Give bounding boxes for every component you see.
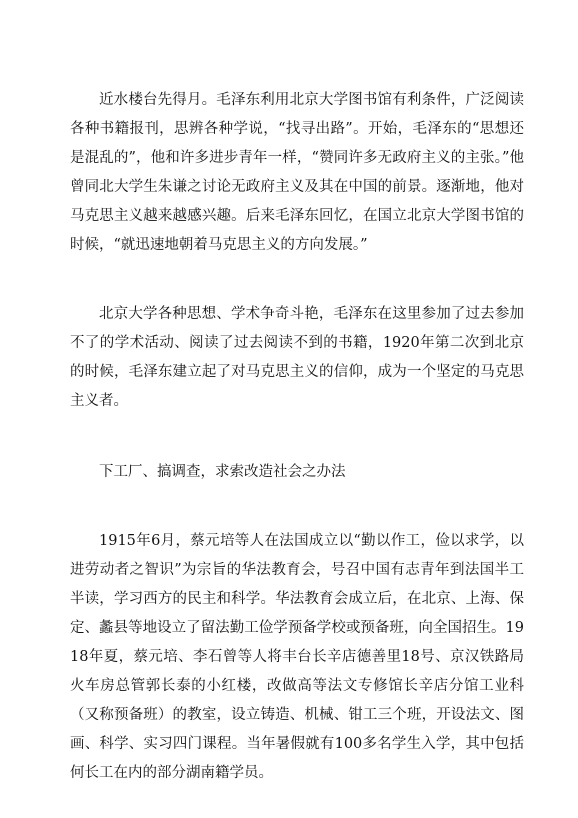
paragraph-work-study-program: 1915年6月，蔡元培等人在法国成立以“勤以作工，俭以求学，以进劳动者之智识”为宗旨的华法教育会，号召中国有志青年到法国半工半读，学习西方的民主和科学。华法教育会成立后，在北京、上海、保定、蠡县等地设立了留法勤工俭学预备学校或预备班，向全国招生。1918年夏，蔡元培、李石曾等人将丰台长辛店德善里18号、京汉铁路局火车房总管郭长泰的小红楼，改做高等法文专修馆长辛店分馆工业科（又称预备班）的教室，设立铸造、机械、钳工三个班，开设法文、图画、科学、实习四门课程。当年暑假就有100多名学生入学，其中包括何长工在内的部分湖南籍学员。: [70, 533, 524, 781]
paragraph-library-reading: 近水楼台先得月。毛泽东利用北京大学图书馆有利条件，广泛阅读各种书籍报刊，思辨各种学说，“找寻出路”。开始，毛泽东的“思想还是混乱的”，他和许多进步青年一样，“赞同许多无政府主义的主张。”他曾同北大学生朱谦之讨论无政府主义及其在中国的前景。逐渐地，他对马克思主义越来越感兴趣。后来毛泽东回忆，在国立北京大学图书馆的时候，“就迅速地朝着马克思主义的方向发展。”: [70, 92, 524, 253]
section-heading: 下工厂、搞调查，求索改造社会之办法: [99, 464, 346, 480]
paragraph-marxism-belief: 北京大学各种思想、学术争奇斗艳，毛泽东在这里参加了过去参加不了的学术活动、阅读了过去阅读不到的书籍，1920年第二次到北京的时候，毛泽东建立起了对马克思主义的信仰，成为一个坚定的马克思主义者。: [70, 306, 524, 409]
